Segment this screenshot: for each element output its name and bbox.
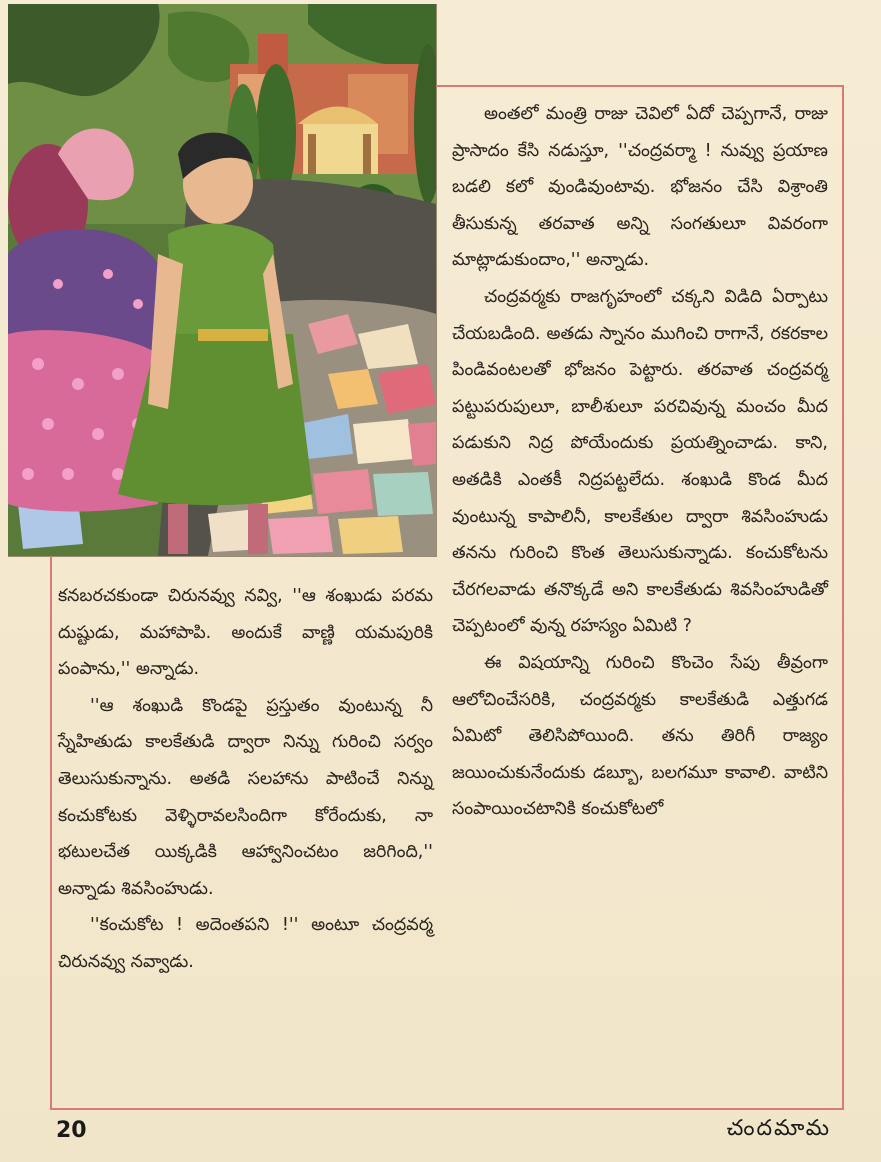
border-right	[842, 85, 844, 1110]
border-left	[50, 556, 52, 1110]
story-illustration	[8, 4, 437, 557]
illustration-drawing	[8, 4, 436, 556]
paragraph: ఈ విషయాన్ని గురించి కొంచెం సేపు తీవ్రంగా ఆలోచించేసరికి, చంద్రవర్మకు కాలకేతుడి ఎత్తుగడ ఏమిటో తెలిసిపోయింది. తను తిరిగీ రాజ్యం జయించుకునేందుకు డబ్బూ, బలగమూ కావాలి. వాటిని సంపాయించటానికి కంచుకోటలో	[452, 652, 828, 820]
border-top-right	[436, 85, 844, 87]
paragraph: ''కంచుకోట ! అదెంతపని !'' అంటూ చంద్రవర్మ చిరునవ్వు నవ్వాడు.	[58, 915, 433, 972]
paragraph: కనబరచకుండా చిరునవ్వు నవ్వి, ''ఆ శంఖుడు పరమ దుష్టుడు, మహాపాపి. అందుకే వాణ్ణి యమపురికి పంపాను,'' అన్నాడు.	[58, 586, 433, 680]
paragraph: అంతలో మంత్రి రాజు చెవిలో ఏదో చెప్పగానే, రాజు ప్రాసాదం కేసి నడుస్తూ, ''చంద్రవర్మా ! నువ్వు ప్రయాణ బడలి కలో వుండివుంటావు. భోజనం చేసి విశ్రాంతి తీసుకున్న తరవాత అన్ని సంగతులూ వివరంగా మాట్లాడుకుందాం,'' అన్నాడు.	[452, 104, 828, 271]
left-text-column	[58, 578, 433, 981]
page-number: 20	[56, 1118, 87, 1143]
paragraph: ''ఆ శంఖుడి కొండపై ప్రస్తుతం వుంటున్న నీ స్నేహితుడు కాలకేతుడి ద్వారా నిన్ను గురించి సర్వం తెలుసుకున్నాను. అతడి సలహాను పాటించే నిన్ను కంచుకోటకు వెళ్ళిరావలసిందిగా కోరేందుకు, నా భటులచేత యిక్కడికి ఆహ్వానించటం జరిగింది,'' అన్నాడు శివసింహుడు.	[58, 695, 433, 899]
paragraph: చంద్రవర్మకు రాజగృహంలో చక్కని విడిది ఏర్పాటు చేయబడింది. అతడు స్నానం ముగించి రాగానే, రకరకాల పిండివంటలతో భోజనం పెట్టారు. తరవాత చంద్రవర్మ పట్టుపరుపులూ, బాలీశులూ పరచివున్న మంచం మీద పడుకుని నిద్ర పోయేందుకు ప్రయత్నించాడు. కాని, అతడికి ఎంతకీ నిద్రపట్టలేదు. శంఖుడి కొండ మీద వుంటున్న కాపాలినీ, కాలకేతుల ద్వారా శివసింహుడు తనను గురించి కొంత తెలుసుకున్నాడు. కంచుకోటను చేరగలవాడు తనొక్కడే అని కాలకేతుడు శివసింహుడితో చెప్పటంలో వున్న రహస్యం ఏమిటి ?	[452, 286, 828, 637]
border-bottom	[50, 1108, 844, 1110]
magazine-name: చందమామ	[726, 1116, 831, 1141]
right-text-column	[452, 96, 828, 828]
